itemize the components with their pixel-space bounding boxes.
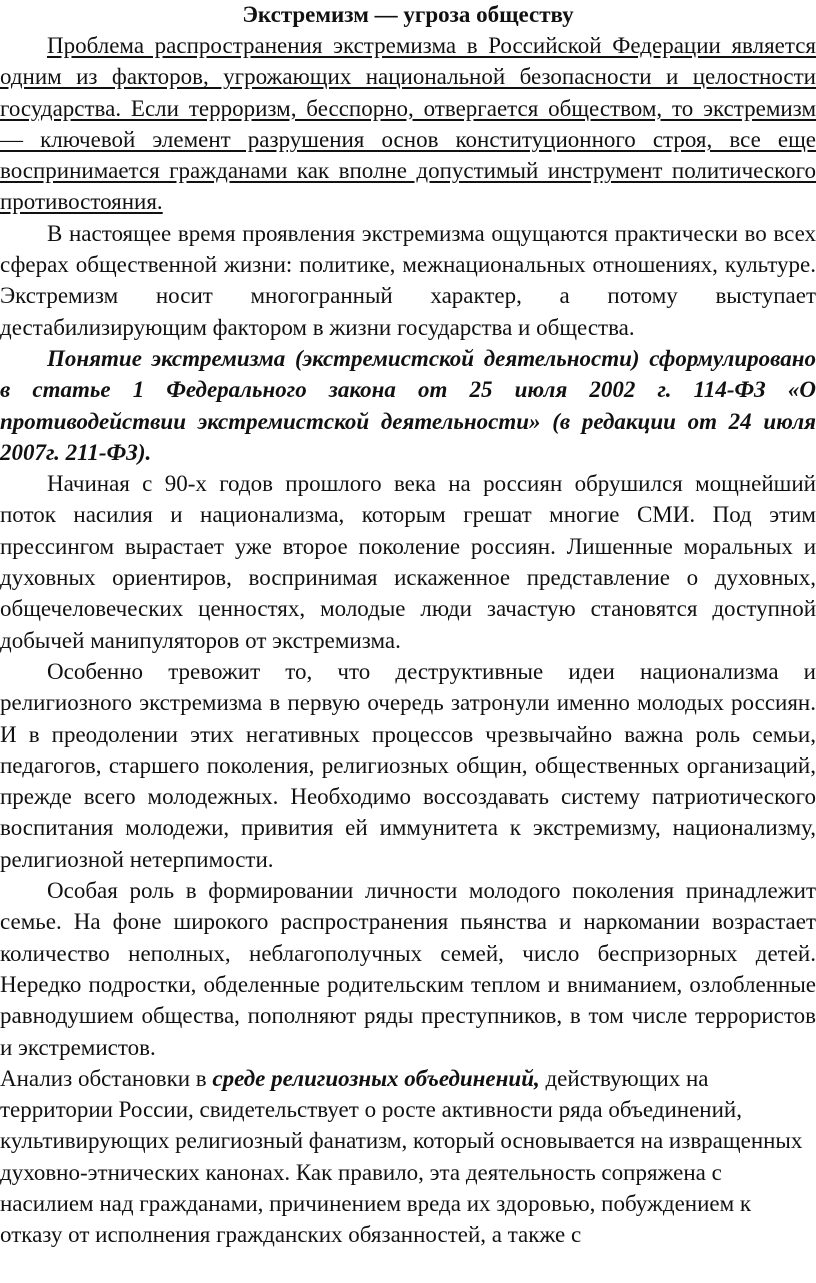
paragraph-family-role: Особая роль в формировании личности молодого поколения принадлежит семье. На фоне широкого распространения пьянства и наркомании возрастает количество неполных, неблагополучных семей, число беспризорных детей. Нередко подростки, обделенные родительским теплом и вниманием, озлобленные равнодушием общества, пополняют ряды преступников, в том числе террористов и экстремистов. xyxy=(0,878,816,1060)
paragraph-legal-definition: Понятие экстремизма (экстремистской деятельности) сформулировано в статье 1 Федерального закона от 25 июля 2002 г. 114-ФЗ «О противодействии экстремистской деятельности» (в редакции от 24 июля 2007г. 211-ФЗ). xyxy=(0,345,816,465)
religious-analysis-start: Анализ обстановки в xyxy=(0,1065,213,1091)
paragraph-violence-stream: Начиная с 90-х годов прошлого века на россиян обрушился мощнейший поток насилия и национализма, которым грешат многие СМИ. Под этим прессингом вырастает уже второе поколение россиян. Лишенные моральных и духовных ориентиров, воспринимая искаженное представление о духовных, общечеловеческих ценностях, молодые люди зачастую становятся доступной добычей манипуляторов от экстремизма. xyxy=(0,471,816,653)
document-title: Экстремизм — угроза обществу xyxy=(242,2,574,27)
paragraph-current-manifestations: В настоящее время проявления экстремизма ощущаются практически во всех сферах общественной жизни: политике, межнациональных отношениях, культуре. Экстремизм носит многогранный характер, а потому выступает дестабилизирующим фактором в жизни государства и общества. xyxy=(0,220,816,340)
paragraph-youth-concern: Особенно тревожит то, что деструктивные идеи национализма и религиозного экстремизма в первую очередь затронули именно молодых россиян. И в преодолении этих негативных процессов чрезвычайно важна роль семьи, педагогов, старшего поколения, религиозных общин, общественных организаций, прежде всего молодежных. Необходимо воссоздавать систему патриотического воспитания молодежи, привития ей иммунитета к экстремизму, национализму, религиозной нетерпимости. xyxy=(0,658,816,872)
paragraph-problem: Проблема распространения экстремизма в Российской Федерации является одним из факторов, угрожающих национальной безопасности и целостности государства. Если терроризм, бесспорно, отвергается обществом, то экстремизм — ключевой элемент разрушения основ конституционного строя, все еще воспринимается гражданами как вполне допустимый инструмент политического противостояния. xyxy=(0,33,816,215)
religious-analysis-emphasis: среде религиозных объединений, xyxy=(212,1065,540,1091)
paragraph-religious-analysis xyxy=(0,1063,816,1251)
religious-analysis-rest: действующих на территории России, свидетельствует о росте активности ряда объединений, культивирующих религиозный фанатизм, который основывается на извращенных духовно-этнических канонах. Как правило, эта деятельность сопряжена с насилием над гражданами, причинением вреда их здоровью, побуждением к отказу от исполнения гражданских обязанностей, а также с xyxy=(0,1065,803,1248)
